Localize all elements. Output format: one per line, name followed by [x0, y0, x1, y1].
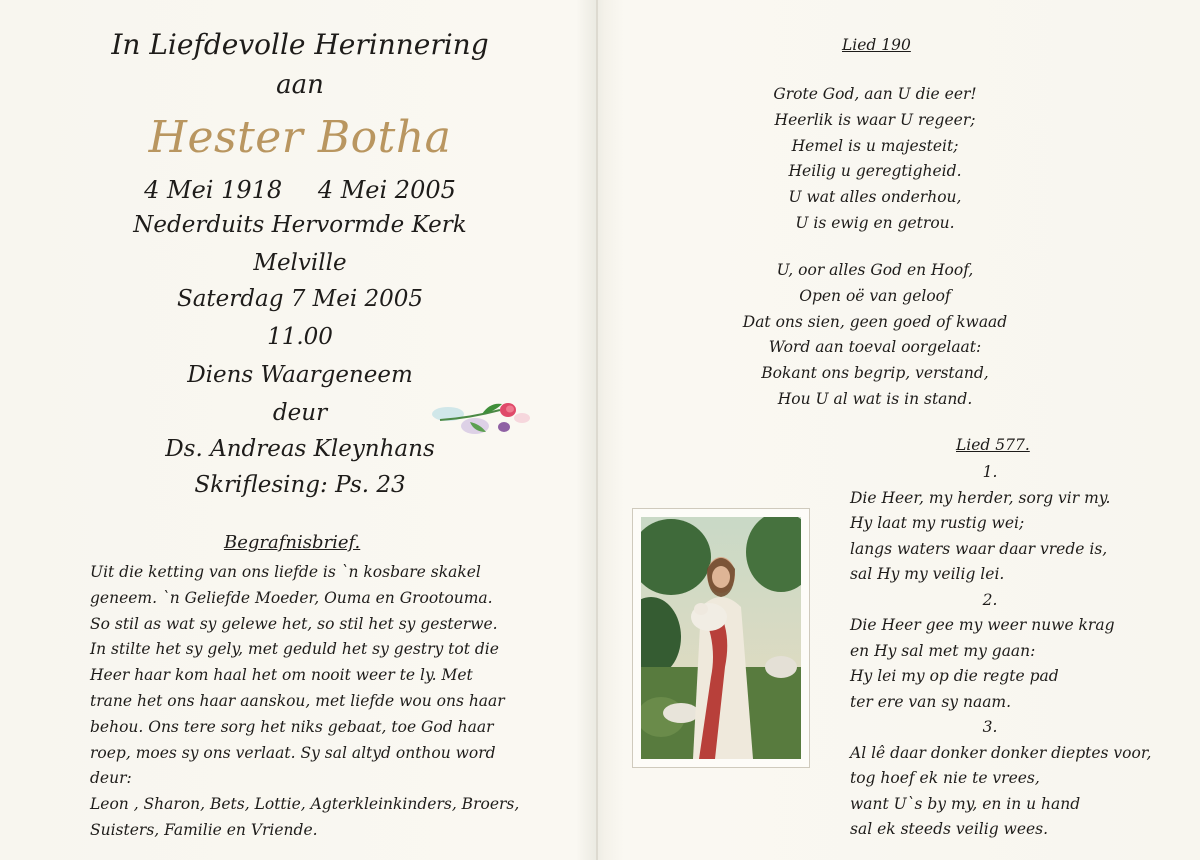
hymn-line: Al lê daar donker donker dieptes voor, — [850, 743, 1152, 762]
card-fold — [596, 0, 598, 860]
scripture-reading: Skriflesing: Ps. 23 — [194, 472, 406, 498]
letter-line: Heer haar kom haal het om nooit weer te ly. Met — [90, 666, 473, 685]
left-panel — [60, 0, 540, 520]
hymn-line: Heilig u geregtigheid. — [788, 162, 962, 181]
hymn-line: tog hoef ek nie te vrees, — [850, 769, 1040, 787]
hymn-line: Die Heer gee my weer nuwe krag — [850, 616, 1115, 634]
hymn-line: Hemel is u majesteit; — [791, 136, 959, 155]
hymn-line: U, oor alles God en Hoof, — [776, 261, 974, 279]
birth-date: 4 Mei 1918 — [144, 176, 283, 204]
church-place: Melville — [253, 250, 347, 276]
hymn-line: sal Hy my veilig lei. — [850, 565, 1005, 583]
hymn-line: ter ere van sy naam. — [850, 692, 1012, 711]
death-date: 4 Mei 2005 — [317, 176, 456, 204]
hymn-line: Grote God, aan U die eer! — [773, 85, 977, 103]
hymn-190-verse-1 — [720, 82, 1030, 237]
hymn-line: sal ek steeds veilig wees. — [850, 820, 1049, 838]
verse-number: 2. — [982, 590, 998, 609]
life-dates — [60, 176, 540, 204]
hymn-line: Hy laat my rustig wei; — [850, 514, 1025, 532]
letter-line: trane het ons haar aanskou, met liefde wou ons haar — [90, 691, 505, 710]
hymn-577-title: Lied 577. — [956, 436, 1030, 454]
deceased-name: Hester Botha — [148, 112, 452, 163]
picture-frame — [632, 508, 810, 768]
hymn-line: Die Heer, my herder, sorg vir my. — [850, 488, 1111, 507]
hymn-line: en Hy sal met my gaan: — [850, 641, 1036, 660]
letter-line: Uit die ketting van ons liefde is `n kosbare skakel — [90, 563, 481, 581]
hymn-line: Word aan toeval oorgelaat: — [768, 338, 982, 357]
minister-name: Ds. Andreas Kleynhans — [165, 436, 435, 462]
hymn-line: langs waters waar daar vrede is, — [850, 539, 1108, 558]
letter-line: Leon , Sharon, Bets, Lottie, Agterkleinkinders, Broers, — [90, 795, 520, 814]
hymn-line: Open oë van geloof — [799, 286, 951, 305]
heading-aan: aan — [276, 70, 324, 100]
letter-line: So stil as wat sy gelewe het, so stil het sy gesterwe. — [90, 614, 498, 633]
service-date: Saterdag 7 Mei 2005 — [176, 286, 424, 312]
memorial-heading: In Liefdevolle Herinnering — [111, 28, 489, 61]
letter-title: Begrafnisbrief. — [224, 532, 361, 553]
verse-number: 3. — [982, 718, 998, 736]
letter-line: geneem. `n Geliefde Moeder, Ouma en Grootouma. — [90, 588, 493, 607]
hymn-190-verse-2 — [720, 258, 1030, 413]
hymn-577-body — [850, 460, 1150, 843]
letter-line: behou. Ons tere sorg het niks gebaat, toe God haar — [90, 717, 494, 736]
letter-line: In stilte het sy gely, met geduld het sy gestry tot die — [90, 640, 499, 659]
letter-line: roep, moes sy ons verlaat. Sy sal altyd onthou word — [90, 743, 496, 762]
good-shepherd-picture — [641, 517, 801, 759]
letter-line: Suisters, Familie en Vriende. — [90, 820, 318, 839]
hymn-line: Heerlik is waar U regeer; — [774, 110, 976, 129]
hymn-190-title: Lied 190 — [842, 36, 911, 54]
hymn-line: Dat ons sien, geen goed of kwaad — [742, 312, 1008, 331]
service-time: 11.00 — [267, 324, 333, 350]
rose-icon — [430, 396, 535, 441]
hymn-line: Bokant ons begrip, verstand, — [761, 364, 989, 383]
service-by: deur — [272, 400, 328, 426]
hymn-line: Hy lei my op die regte pad — [850, 667, 1059, 685]
letter-line: deur: — [90, 769, 132, 788]
hymn-line: want U`s by my, en in u hand — [850, 794, 1081, 813]
hymn-line: U is ewig en getrou. — [795, 213, 955, 232]
hymn-line: Hou U al wat is in stand. — [777, 389, 973, 408]
church-name: Nederduits Hervormde Kerk — [133, 212, 467, 238]
funeral-letter — [90, 560, 520, 844]
verse-number: 1. — [982, 463, 998, 481]
service-label: Diens Waargeneem — [187, 362, 413, 388]
hymn-line: U wat alles onderhou, — [788, 188, 962, 207]
